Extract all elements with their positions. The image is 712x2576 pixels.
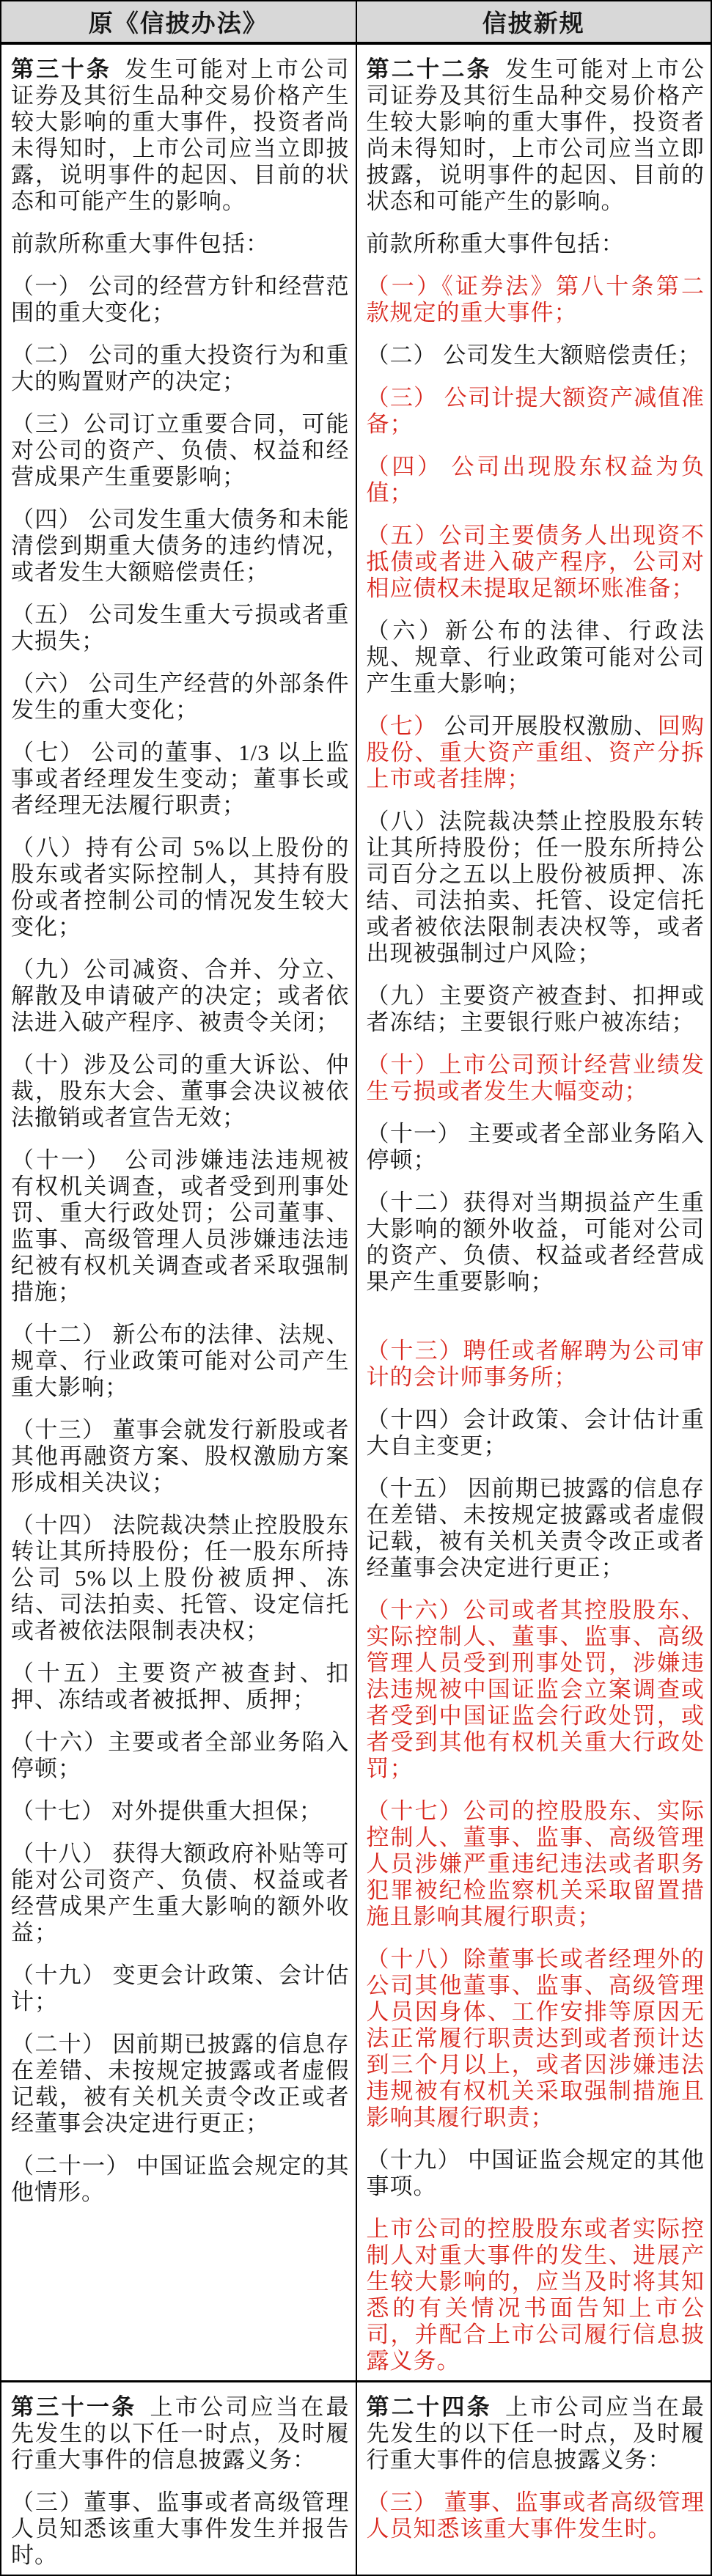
paragraph <box>11 507 350 586</box>
text-segment: （二） 公司的重大投资行为和重大的购置财产的决定； <box>11 342 350 394</box>
text-segment: （六）新公布的法律、行政法规、规章、行业政策可能对公司产生重大影响； <box>366 618 705 696</box>
text-segment: （十四）会计政策、会计估计重大自主变更； <box>366 1407 705 1459</box>
paragraph <box>367 983 705 1036</box>
text-segment: 前款所称重大事件包括： <box>366 231 625 257</box>
text-segment: （七） <box>366 713 438 739</box>
text-segment: （七） 公司的董事、1/3 以上监事或者经理发生变动；董事长或者经理无法履行职责； <box>11 740 350 818</box>
paragraph <box>367 523 705 602</box>
paragraph <box>11 1660 350 1713</box>
paragraph <box>11 1512 350 1644</box>
text-segment: （二十一） 中国证监会规定的其他情形。 <box>11 2153 350 2205</box>
header-old-regulation: 原《信披办法》 <box>1 1 356 43</box>
cell-new-article-24 <box>356 2382 712 2576</box>
text-segment: （一）《证券法》第八十条第二款规定的重大事件； <box>366 273 705 325</box>
paragraph <box>11 56 350 215</box>
text-segment: （八）持有公司 5%以上股份的股东或者实际控制人，其持有股份或者控制公司的情况发生较大变化； <box>11 835 350 940</box>
paragraph <box>11 1052 350 1131</box>
article-number: 第二十四条 <box>366 2394 492 2420</box>
paragraph <box>11 1322 350 1401</box>
text-segment: （十九） 中国证监会规定的其他事项。 <box>366 2147 705 2199</box>
text-segment: （五） 公司发生重大亏损或者重大损失； <box>11 602 350 654</box>
paragraph <box>11 342 350 395</box>
row-disclosure-timing <box>1 2382 711 2576</box>
text-segment: （一） 公司的经营方针和经营范围的重大变化； <box>11 273 350 325</box>
paragraph <box>11 2031 350 2137</box>
paragraph <box>11 1417 350 1496</box>
paragraph <box>11 835 350 941</box>
paragraph <box>11 273 350 326</box>
paragraph <box>367 1052 705 1105</box>
text-segment: （四） 公司出现股东权益为负值； <box>366 454 705 506</box>
paragraph <box>367 231 705 257</box>
text-segment: （十九） 变更会计政策、会计估计； <box>11 1962 350 2014</box>
header-row <box>1 1 711 43</box>
paragraph <box>367 618 705 697</box>
paragraph <box>11 231 350 257</box>
text-segment: （十七） 对外提供重大担保； <box>11 1798 323 1824</box>
text-segment: （九）公司减资、合并、分立、解散及申请破产的决定；或者依法进入破产程序、被责令关闭； <box>11 957 350 1035</box>
paragraph <box>11 2394 350 2473</box>
text-segment: （十五） 因前期已披露的信息存在差错、未按规定披露或者虚假记载，被有关机关责令改正或者经董事会决定进行更正； <box>366 1476 705 1580</box>
text-segment: （十三）聘任或者解聘为公司审计的会计师事务所； <box>366 1338 705 1390</box>
paragraph <box>11 1729 350 1782</box>
text-segment: （三）公司订立重要合同，可能对公司的资产、负债、权益和经营成果产生重要影响； <box>11 411 350 490</box>
paragraph <box>367 1407 705 1460</box>
paragraph <box>11 671 350 724</box>
paragraph <box>367 1798 705 1930</box>
text-segment: （五）公司主要债务人出现资不抵债或者进入破产程序，公司对相应债权未提取足额坏账准备； <box>366 523 705 601</box>
text-segment: （十五）主要资产被查封、扣押、冻结或者被抵押、质押； <box>11 1660 350 1712</box>
header-new-regulation: 信披新规 <box>356 1 712 43</box>
cell-old-article-30 <box>1 43 356 2382</box>
text-segment: 上市公司应当在最先发生的以下任一时点，及时履行重大事件的信息披露义务： <box>366 2394 705 2473</box>
text-segment: （三）董事、监事或者高级管理人员知悉该重大事件发生并报告时。 <box>11 2489 350 2568</box>
paragraph <box>367 1597 705 1782</box>
paragraph <box>11 602 350 655</box>
paragraph <box>367 2216 705 2374</box>
article-number: 第二十二条 <box>366 56 492 82</box>
paragraph <box>367 1121 705 1174</box>
text-segment: （九）主要资产被查封、扣押或者冻结；主要银行账户被冻结； <box>366 983 705 1035</box>
text-segment: （八）法院裁决禁止控股股东转让其所持股份；任一股东所持公司百分之五以上股份被质押、冻结、司法拍卖、托管、设定信托或者被依法限制表决权等，或者出现被强制过户风险； <box>366 809 705 966</box>
text-segment: （十）上市公司预计经营业绩发生亏损或者发生大幅变动； <box>366 1052 705 1104</box>
paragraph <box>11 740 350 819</box>
text-segment: （三） 董事、监事或者高级管理人员知悉该重大事件发生时。 <box>366 2489 705 2542</box>
text-segment: 前款所称重大事件包括： <box>11 231 269 257</box>
paragraph <box>367 1190 705 1295</box>
paragraph <box>367 454 705 507</box>
paragraph <box>367 2394 705 2473</box>
paragraph <box>367 809 705 967</box>
text-segment: （十二）获得对当期损益产生重大影响的额外收益，可能对公司的资产、负债、权益或者经营成果产生重要影响； <box>366 1190 705 1295</box>
paragraph <box>11 957 350 1036</box>
text-segment: （十八）除董事长或者经理外的公司其他董事、监事、高级管理人员因身体、工作安排等原因无法正常履行职责达到或者预计达到三个月以上，或者因涉嫌违法违规被有权机关采取强制措施且影响其履行职责； <box>366 1946 705 2130</box>
paragraph <box>367 2489 705 2542</box>
paragraph <box>367 56 705 215</box>
text-segment: （十三） 董事会就发行新股或者其他再融资方案、股权激励方案形成相关决议； <box>11 1417 350 1495</box>
text-segment: （十四） 法院裁决禁止控股股东转让其所持股份；任一股东所持公司 5%以上股份被质押、冻结、司法拍卖、托管、设定信托或者被依法限制表决权； <box>11 1512 350 1644</box>
row-major-events <box>1 43 711 2382</box>
text-segment: （十）涉及公司的重大诉讼、仲裁，股东大会、董事会决议被依法撤销或者宣告无效； <box>11 1052 350 1130</box>
text-segment: （十一） 主要或者全部业务陷入停顿； <box>366 1121 705 1173</box>
text-segment: 回购股份、重大资产重组、资产分拆上市或者挂牌； <box>366 713 705 792</box>
cell-new-article-22 <box>356 43 712 2382</box>
text-segment: （十一） 公司涉嫌违法违规被有权机关调查，或者受到刑事处罚、重大行政处罚；公司董事、监事、高级管理人员涉嫌违法违纪被有权机关调查或者采取强制措施； <box>11 1147 350 1305</box>
text-segment: （十六）主要或者全部业务陷入停顿； <box>11 1729 350 1781</box>
text-segment: （十七）公司的控股股东、实际控制人、董事、监事、高级管理人员涉嫌严重违纪违法或者职务犯罪被纪检监察机关采取留置措施且影响其履行职责； <box>366 1798 705 1929</box>
paragraph <box>11 2489 350 2569</box>
cell-old-article-31 <box>1 2382 356 2576</box>
text-segment: （二） 公司发生大额赔偿责任； <box>366 342 702 368</box>
paragraph <box>367 342 705 369</box>
text-segment: （四） 公司发生重大债务和未能清偿到期重大债务的违约情况，或者发生大额赔偿责任； <box>11 507 350 585</box>
paragraph <box>11 411 350 490</box>
paragraph <box>367 273 705 326</box>
paragraph <box>11 1798 350 1825</box>
paragraph <box>367 713 705 792</box>
article-number: 第三十一条 <box>11 2394 137 2420</box>
paragraph <box>367 2147 705 2200</box>
text-segment: （二十） 因前期已披露的信息存在差错、未按规定披露或者虚假记载，被有关机关责令改正或者经董事会决定进行更正； <box>11 2031 350 2136</box>
text-segment: 发生可能对上市公司证券及其衍生品种交易价格产生较大影响的重大事件，投资者尚未得知时，上市公司应当立即披露，说明事件的起因、目前的状态和可能产生的影响。 <box>11 56 350 214</box>
text-segment: 公司开展股权激励、 <box>437 713 658 739</box>
paragraph <box>11 1841 350 1946</box>
paragraph <box>367 385 705 438</box>
paragraph <box>367 1476 705 1581</box>
article-number: 第三十条 <box>11 56 112 82</box>
paragraph <box>367 1338 705 1391</box>
text-segment: 发生可能对上市公司证券及其衍生品种交易价格产生较大影响的重大事件，投资者尚未得知时，上市公司应当立即披露，说明事件的起因、目前的状态和可能产生的影响。 <box>366 56 705 214</box>
text-segment: （六） 公司生产经营的外部条件发生的重大变化； <box>11 671 350 723</box>
text-segment: 上市公司应当在最先发生的以下任一时点，及时履行重大事件的信息披露义务： <box>11 2394 350 2473</box>
paragraph <box>11 2153 350 2206</box>
paragraph <box>367 1946 705 2131</box>
text-segment: （十六）公司或者其控股股东、实际控制人、董事、监事、高级管理人员受到刑事处罚，涉嫌违法违规被中国证监会立案调查或者受到中国证监会行政处罚，或者受到其他有权机关重大行政处罚； <box>366 1597 705 1781</box>
text-segment: 上市公司的控股股东或者实际控制人对重大事件的发生、进展产生较大影响的，应当及时将其知悉的有关情况书面告知上市公司，并配合上市公司履行信息披露义务。 <box>366 2216 705 2374</box>
text-segment: （十二） 新公布的法律、法规、规章、行业政策可能对公司产生重大影响； <box>11 1322 350 1400</box>
paragraph <box>11 1962 350 2015</box>
paragraph <box>11 1147 350 1306</box>
text-segment: （十八） 获得大额政府补贴等可能对公司资产、负债、权益或者经营成果产生重大影响的额外收益； <box>11 1841 350 1946</box>
text-segment: （三） 公司计提大额资产减值准备； <box>366 385 705 437</box>
